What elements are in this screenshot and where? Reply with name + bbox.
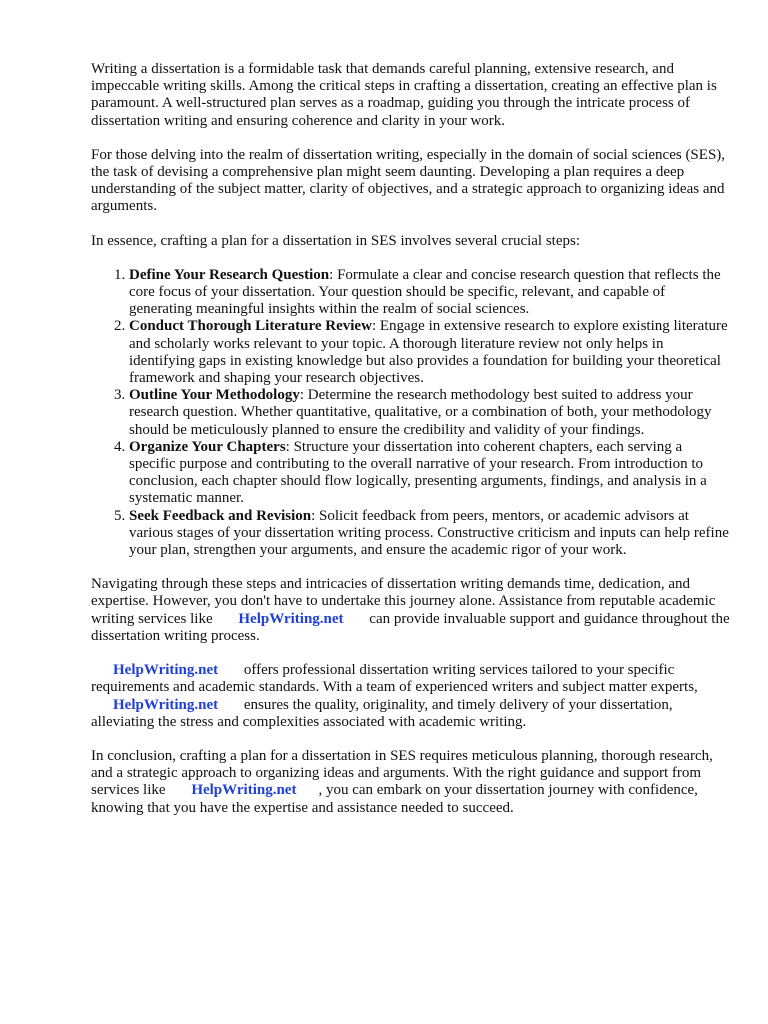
list-item (129, 267, 731, 319)
step-separator: : (329, 266, 338, 283)
helpwriting-link[interactable]: HelpWriting.net (238, 610, 344, 627)
step-term: Outline Your Methodology (129, 387, 300, 404)
document-page (91, 61, 731, 834)
step-separator: : (371, 318, 380, 335)
step-separator: : (285, 438, 294, 455)
step-text: Structure your dissertation into coherent chapters, each serving a specific purpose and contributing to the overall narrative of your research. From introduction to conclusion, each chapter should flow logically, presenting arguments, findings, and analysis in a systematic manner. (129, 438, 707, 507)
offers-paragraph (91, 662, 731, 731)
steps-list (91, 267, 731, 559)
steps-intro-paragraph: In essence, crafting a plan for a dissertation in SES involves several crucial steps: (91, 232, 581, 249)
list-item (129, 439, 731, 508)
intro-paragraph: Writing a dissertation is a formidable task that demands careful planning, extensive research, and impeccable writing skills. Among the critical steps in crafting a dissertation, creating an effective plan is paramount. A well-structured plan serves as a roadmap, guiding you through the intricate process of dissertation writing and ensuring coherence and clarity in your work. (91, 61, 717, 129)
helpwriting-link[interactable]: HelpWriting.net (113, 696, 219, 713)
navigating-paragraph (91, 576, 731, 645)
navigating-text-after: can provide invaluable support and guidance throughout the dissertation writing process. (91, 610, 730, 644)
step-separator: : (299, 387, 308, 404)
conclusion-text-after: , you can embark on your dissertation journey with confidence, knowing that you have the expertise and assistance needed to succeed. (91, 782, 698, 816)
step-text: Engage in extensive research to explore existing literature and scholarly works relevant to your topic. A thorough literature review not only helps in identifying gaps in existing knowledge but also provides a foundation for building your theoretical framework and shaping your research objectives. (129, 318, 728, 387)
step-text: Formulate a clear and concise research question that reflects the core focus of your dissertation. Your question should be specific, relevant, and capable of generating meaningful insights within the realm of social sciences. (129, 266, 721, 318)
offers-text-middle: offers professional dissertation writing services tailored to your specific requirements and academic standards. With a team of experienced writers and subject matter experts, (91, 662, 698, 696)
list-item (129, 387, 731, 439)
navigating-text-before: Navigating through these steps and intricacies of dissertation writing demands time, dedication, and expertise. However, you don't have to undertake this journey alone. Assistance from reputable academic writing services like (91, 576, 716, 627)
offers-text-after: ensures the quality, originality, and timely delivery of your dissertation, alleviating the stress and complexities associated with academic writing. (91, 696, 673, 730)
helpwriting-link[interactable]: HelpWriting.net (113, 662, 219, 679)
conclusion-paragraph (91, 748, 731, 817)
step-separator: : (311, 507, 320, 524)
helpwriting-link[interactable]: HelpWriting.net (191, 782, 297, 799)
context-paragraph: For those delving into the realm of dissertation writing, especially in the domain of social sciences (SES), the task of devising a comprehensive plan might seem daunting. Developing a plan requires a deep understanding of the subject matter, clarity of objectives, and a strategic approach to organizing ideas and arguments. (91, 146, 726, 215)
list-item (129, 318, 731, 387)
step-term: Organize Your Chapters (129, 438, 286, 455)
step-text: Determine the research methodology best suited to address your research question. Whether quantitative, qualitative, or a combination of both, your methodology should be meticulously planned to ensure the credibility and validity of your findings. (129, 387, 712, 438)
step-term: Conduct Thorough Literature Review (129, 318, 372, 335)
step-text: Solicit feedback from peers, mentors, or academic advisors at various stages of your dissertation writing process. Constructive criticism and inputs can help refine your plan, strengthen your arguments, and ensure the academic rigor of your work. (129, 507, 729, 559)
conclusion-text-before: In conclusion, crafting a plan for a dissertation in SES requires meticulous planning, thorough research, and a strategic approach to organizing ideas and arguments. With the right guidance and support from services like (91, 747, 713, 799)
step-term: Define Your Research Question (129, 266, 330, 283)
step-term: Seek Feedback and Revision (129, 507, 312, 524)
list-item (129, 508, 731, 560)
